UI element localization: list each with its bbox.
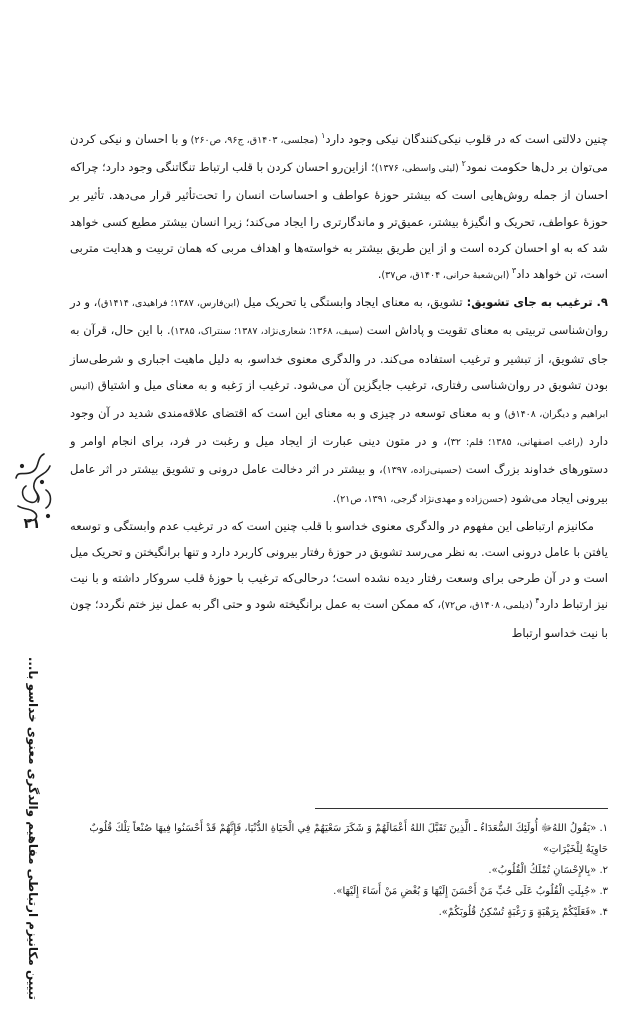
text-run: و با احسان و نیکی کردن می‌توان بر دل‌ها حکومت نمود [70,132,608,175]
citation: (ابن‌فارس، ۱۳۸۷؛ فراهیدی، ۱۴۱۴ق) [97,298,240,310]
footnote: ۴. «فَعَلَيْكُمْ بِرَهْبَةٍ وَ رَغْبَةٍ تُسْكِنُ قُلُوبَكُمْ». [438,907,608,918]
text-run: . با این حال، قرآن به جای تشویق، از تبشیر و ترغیب استفاده می‌کند. در والدگری معنوی خداسو، به دلیل ماهیت اجباری و شرطی‌ساز بودن تشویق در روان‌شناسی رفتاری، ترغیب جایگزین آن می‌شود. ترغیب از رَغبه و به معنای میل و اشتیاق [70,323,608,392]
running-title: تبیین مکانیزم ارتباطی مفاهیم والدگری معنوی خداسو با... [26,656,40,1000]
text-run: و به معنای توسعه در چیزی و به معنای این است که اقتضای علاقه‌مندی شدید در آن وجود دارد [70,406,608,449]
page-number: ۲۱ [23,516,41,532]
footnote-marker: ۳ [511,266,517,276]
citation: (سیف، ۱۳۶۸؛ شعاری‌نژاد، ۱۳۸۷؛ سنتراک، ۱۳۸۵) [170,326,363,338]
text-run: . [332,490,337,505]
citation: (ابن‌شعبهٔ حرانی، ۱۴۰۴ق، ص۳۷) [381,270,512,282]
text-run: ، و در متون دینی عبارت از ایجاد میل و رغبت در فرد، برای انجام اوامر و دستورهای خداوند بزرگ است [70,434,608,477]
text-run: مکانیزم ارتباطی این مفهوم در والدگری معنوی خداسو با قلب چنین است که در ترغیب عدم وابستگی و توسعه یافتن با عامل درونی است. به نظر می‌رسد تشویق در حوزهٔ رفتار بیرونی کاربرد دارد و تنها برانگیختن و تحریک میل است و در آن طرحی برای وسعت رفتار دیده نشده است؛ درحالی‌که ترغیب با حوزهٔ قلب سروکار داشته و با نیت نیز ارتباط دارد [70,518,608,612]
text-run: ، و در روان‌شناسی تربیتی به معنای تقویت و پاداش است [70,295,609,338]
text-run: چنین دلالتی است که در قلوب نیکی‌کنندگان نیکی وجود دارد [325,132,609,146]
footnote-marker: ۱ [321,131,326,141]
footnote: ۳. «جُبِلَتِ الْقُلُوبُ عَلَى حُبِّ مَنْ أَحْسَنَ إِلَيْهَا وَ بُغْضِ مَنْ أَسَاءَ إِلَيْهَا». [333,886,608,897]
main-text [70,126,608,646]
footnote-divider [315,808,608,809]
text-run: تشویق، به معنای ایجاد وابستگی یا تحریک میل [239,295,463,310]
footnote: ۲. «بِالإِحْسَانِ تُمْلَكُ الْقُلُوبُ». [488,865,608,876]
citation: (راغب اصفهانی، ۱۳۸۵؛ قلم: ۳۲) [447,437,584,449]
paragraph [70,126,608,289]
footnotes [70,818,608,923]
footnote: ۱. «يَقُولُ اللهُ‌ﷻ أُولَئِكَ السُّعَدَاءُ ـ الَّذِينَ تَقَبَّلَ اللهُ أَعْمَالَهُمْ وَ شَكَرَ سَعْيَهُمْ فِي الْحَيَاةِ الدُّنْيَا، فَإِنَّهُمْ قَدْ أَحْسَنُوا فِيهَا صُنْعاً تِلْكَ قُلُوبٌ حَاوِيَةٌ لِلْخَيْرَاتِ» [89,823,608,855]
footnote-marker: ۴ [535,596,540,606]
text-run: ، و بیشتر در اثر دخالت عامل درونی و تشویق بیشتر در اثر عامل بیرونی ایجاد می‌شود [70,462,608,505]
section-heading: ۹. ترغیب به جای تشویق: [462,295,608,310]
footnote-marker: ۲ [461,159,466,169]
text-run: . [377,267,382,282]
text-run: ؛ ازاین‌رو احسان کردن با قلب ارتباط تنگاتنگی وجود دارد؛ چراکه احسان از جمله روش‌هایی است که بیشتر حوزهٔ عواطف و احساسات انسان را تحت‌تأثیر قرار می‌دهد. تأثیر بر حوزهٔ عواطف، تحریک و انگیزهٔ بیشتر، عمیق‌تر و ماندگارتری را ایجاد می‌کند؛ زیرا انسان بیشتر مطیع کسی خواهد شد که به او احسان کرده است و از این طریق بیشتر به خواسته‌ها و اهداف مربی که همان تربیت و هدایت متربی است، تن خواهد داد [70,160,608,282]
text-run: ، که ممکن است به عمل برانگیخته شود و حتی اگر به عمل نیز ختم نگردد؛ چون با نیت خداسو ارتباط [70,597,608,640]
citation: (مجلسی، ۱۴۰۳ق، ج۹۶، ص۲۶۰) [187,135,322,146]
margin-area [0,516,60,1000]
citation: (لیثی واسطی، ۱۳۷۶) [374,163,462,175]
paragraph [70,289,608,513]
citation: (دیلمی، ۱۴۰۸ق، ص۷۲) [441,600,536,612]
citation: (انیس ابراهیم و دیگران، ۱۴۰۸ق) [70,380,608,421]
journal-logo [6,446,60,526]
citation: (حسینی‌زاده، ۱۳۹۷) [382,465,462,477]
citation: (حسن‌زاده و مهدی‌نژاد گرجی، ۱۳۹۱، ص۲۱) [336,493,508,505]
paragraph [70,513,608,646]
